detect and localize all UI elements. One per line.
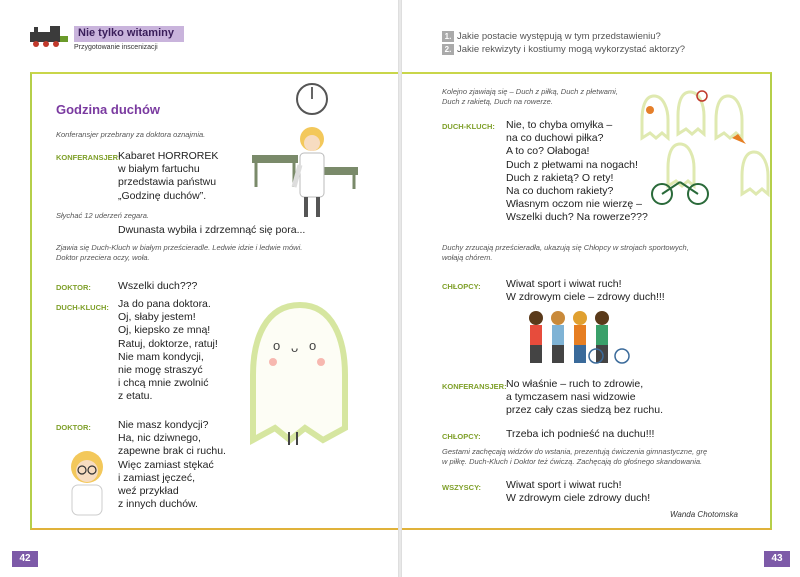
right-page (402, 0, 800, 577)
clock-icon (295, 82, 329, 116)
chapter-title: Nie tylko witaminy (74, 26, 184, 42)
dialogue-line: Trzeba ich podnieść na duchu!!! (506, 428, 655, 440)
stage-direction: Słychać 12 uderzeń zegara. (56, 211, 149, 220)
left-page (0, 0, 398, 577)
page-number: 42 (12, 551, 38, 567)
speaker-label: KONFERANSJER: (442, 382, 507, 391)
stage-direction: Gestami zachęcają widzów do wstania, prezentują ćwiczenia gimnastyczne, grę w piłkę. Duch-Kluch i Doktor też ćwiczą. Zachęcają do głośnego skandowania. (442, 447, 708, 466)
author-signature: Wanda Chotomska (670, 510, 738, 519)
doctor-portrait (62, 445, 112, 515)
dialogue-line: Nie masz kondycji? Ha, nic dziwnego, zapewne brak ci ruchu. Więc zamiast stękać i zamiast jęczeć, weź przykład z innych duchów. (118, 419, 226, 511)
stage-direction: Kolejno zjawiają się – Duch z piłką, Duch z płetwami, Duch z rakietą, Duch na rowerze. (442, 87, 618, 106)
sport-ghosts-illustration (642, 86, 782, 216)
dialogue-line: Wiwat sport i wiwat ruch! W zdrowym ciele zdrowy duch! (506, 479, 651, 505)
dialogue-line: No właśnie – ruch to zdrowie, a tymczasem nasi widzowie przez cały czas siedzą bez ruchu. (506, 378, 663, 417)
dialogue-line: Kabaret HORROREK w białym fartuchu przedstawia państwu „Godzinę duchów”. (118, 150, 219, 202)
speaker-label: CHŁOPCY: (442, 282, 481, 291)
chapter-subtitle: Przygotowanie inscenizacji (74, 44, 158, 51)
dialogue-line: Dwunasta wybiła i zdrzemnąć się pora... (118, 224, 306, 236)
speaker-label: CHŁOPCY: (442, 432, 481, 441)
stage-direction: Konferansjer przebrany za doktora oznajmia. (56, 130, 206, 139)
dialogue-line: Wszelki duch??? (118, 280, 198, 292)
dialogue-line: Nie, to chyba omyłka – na co duchowi piłka? A to co? Ołaboga! Duch z płetwami na nogach! Duch z rakietą? O rety! Na co duchom rakiety? Własnym oczom nie wierzę – Wszelki duch? Na rowerze??? (506, 119, 648, 224)
speaker-label: DUCH-KLUCH: (56, 303, 109, 312)
doctor-illustration (250, 125, 360, 225)
speaker-label: WSZYSCY: (442, 483, 482, 492)
speaker-label: DOKTOR: (56, 283, 91, 292)
question-item: 2. Jakie rekwizyty i kostiumy mogą wykorzystać aktorzy? (442, 43, 685, 56)
stage-direction: Duchy zrzucają prześcieradła, ukazują się Chłopcy w strojach sportowych, wołają chórem. (442, 243, 689, 262)
boys-illustration (522, 308, 632, 368)
stage-direction: Zjawia się Duch-Kluch w białym prześcieradle. Ledwie idzie i ledwie mówi. Doktor przeciera oczy, woła. (56, 243, 303, 262)
page-number: 43 (764, 551, 790, 567)
questions (442, 30, 685, 56)
dialogue-line: Ja do pana doktora. Oj, słaby jestem! Oj, kiepsko ze mną! Ratuj, doktorze, ratuj! Nie mam kondycji, nie mogę straszyć i chcą mnie zwolnić z etatu. (118, 298, 218, 403)
svg-text:o: o (309, 338, 317, 353)
question-item: 1. Jakie postacie występują w tym przedstawieniu? (442, 30, 685, 43)
locomotive-icon (28, 24, 72, 48)
svg-text:o: o (273, 338, 281, 353)
svg-text:ᴗ: ᴗ (291, 340, 299, 355)
speaker-label: DUCH-KLUCH: (442, 122, 495, 131)
play-title: Godzina duchów (56, 102, 160, 117)
speaker-label: DOKTOR: (56, 423, 91, 432)
speaker-label: KONFERANSJER: (56, 153, 121, 162)
ghost-illustration (245, 300, 355, 450)
dialogue-line: Wiwat sport i wiwat ruch! W zdrowym ciele – zdrowy duch!!! (506, 278, 665, 304)
